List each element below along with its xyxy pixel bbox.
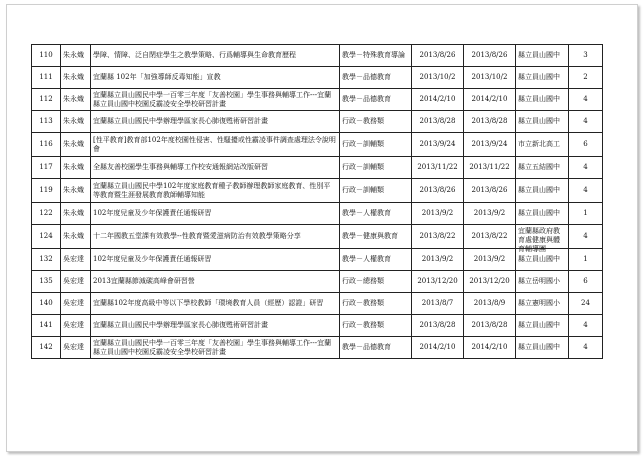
table-row (32, 337, 603, 359)
hours-cell (569, 203, 603, 225)
teacher-name-cell (61, 157, 91, 179)
teacher-name: 朱永熾 (63, 51, 84, 59)
course-title-cell (91, 249, 340, 271)
row-number-cell (32, 293, 61, 315)
course-title-cell (91, 337, 340, 359)
table-row (32, 111, 603, 133)
table-row (32, 45, 603, 67)
hours-cell (569, 271, 603, 293)
end-date: 2013/8/9 (473, 299, 506, 307)
table-row (32, 67, 603, 89)
row-number-cell (32, 225, 61, 249)
hours-cell (569, 249, 603, 271)
end-date: 2013/8/26 (471, 51, 508, 59)
start-date-cell (412, 89, 464, 111)
table-row (32, 157, 603, 179)
course-title: 學障、情障、泛自閉症學生之教學策略、行爲輔導與生命教育歷程 (93, 51, 296, 59)
organizer-cell (516, 271, 569, 293)
organizer: 縣立員山國中 (518, 255, 560, 263)
start-date: 2013/8/7 (421, 299, 454, 307)
course-title: 宜蘭縣102年度高級中等以下學校教師「環境教育人員（經歷）認證」研習 (93, 299, 324, 307)
teacher-name-cell (61, 225, 91, 249)
row-number: 116 (39, 140, 53, 148)
teacher-name: 朱永熾 (63, 232, 84, 240)
row-number: 140 (39, 299, 53, 307)
row-number: 124 (39, 232, 53, 240)
organizer-cell (516, 315, 569, 337)
table-row (32, 293, 603, 315)
hours: 6 (583, 277, 588, 285)
course-title: 宜蘭縣立員山國民中學一百零三年度「友善校園」學生事務與輔導工作---宜蘭縣立員山國中校園反霸凌安全學校研習計畫 (93, 90, 332, 108)
course-title-cell (91, 67, 340, 89)
end-date: 2013/9/2 (473, 255, 506, 263)
organizer-cell (516, 89, 569, 111)
hours-cell (569, 315, 603, 337)
start-date: 2014/2/10 (419, 95, 456, 103)
start-date-cell (412, 337, 464, 359)
hours: 24 (581, 299, 590, 307)
teacher-name: 朱永熾 (63, 140, 84, 148)
hours: 4 (583, 95, 588, 103)
organizer: 縣立員山國中 (518, 186, 560, 194)
start-date: 2013/9/24 (419, 140, 456, 148)
hours-cell (569, 157, 603, 179)
start-date: 2013/11/22 (417, 163, 458, 171)
teacher-name: 朱永熾 (63, 209, 84, 217)
course-category: 行政－教務類 (342, 321, 384, 329)
row-number-cell (32, 111, 61, 133)
course-category-cell (340, 133, 412, 157)
row-number-cell (32, 179, 61, 203)
teacher-name-cell (61, 67, 91, 89)
course-category: 教學－特殊教育導論 (342, 51, 405, 59)
teacher-name: 吳宏達 (63, 277, 84, 285)
start-date: 2013/8/26 (419, 51, 456, 59)
end-date: 2013/8/22 (471, 232, 508, 240)
end-date-cell (464, 133, 516, 157)
course-category: 行政－教務類 (342, 299, 384, 307)
teacher-name: 朱永熾 (63, 186, 84, 194)
start-date: 2013/10/2 (419, 73, 456, 81)
row-number: 132 (39, 255, 53, 263)
course-category: 行政－訓輔類 (342, 163, 384, 171)
row-number-cell (32, 89, 61, 111)
teacher-name: 吳宏達 (63, 299, 84, 307)
hours: 4 (583, 343, 588, 351)
end-date: 2013/9/24 (471, 140, 508, 148)
course-category-cell (340, 67, 412, 89)
start-date: 2013/9/2 (421, 209, 454, 217)
hours: 4 (583, 163, 588, 171)
table-row (32, 203, 603, 225)
organizer: 縣立員山國中 (518, 321, 560, 329)
course-title: 宜蘭縣立員山國民中學一百零三年度「友善校園」學生事務與輔導工作---宜蘭縣立員山國中校園反霸凌安全學校研習計畫 (93, 338, 332, 356)
row-number-cell (32, 67, 61, 89)
teacher-name-cell (61, 249, 91, 271)
hours: 4 (583, 232, 588, 240)
table-body (32, 45, 603, 359)
hours: 2 (583, 73, 588, 81)
row-number: 110 (39, 51, 53, 59)
start-date: 2013/8/28 (419, 321, 456, 329)
end-date-cell (464, 111, 516, 133)
course-title-cell (91, 315, 340, 337)
teacher-name: 朱永熾 (63, 117, 84, 125)
course-category-cell (340, 179, 412, 203)
end-date-cell (464, 179, 516, 203)
teacher-name: 吳宏達 (63, 321, 84, 329)
hours: 4 (583, 321, 588, 329)
course-title: 宜蘭縣立員山國民中學辦理學區家長心肺復甦術研習計畫 (93, 321, 268, 329)
end-date-cell (464, 45, 516, 67)
organizer: 縣立員山國中 (518, 51, 560, 59)
start-date: 2013/8/26 (419, 186, 456, 194)
end-date: 2013/8/28 (471, 321, 508, 329)
row-number: 117 (39, 163, 53, 171)
organizer: 縣立憲明國小 (518, 299, 560, 307)
teacher-name-cell (61, 203, 91, 225)
organizer: 市立新北高工 (518, 140, 560, 148)
table-row (32, 249, 603, 271)
course-category-cell (340, 225, 412, 249)
course-category-cell (340, 45, 412, 67)
organizer: 縣立員山國中 (518, 209, 560, 217)
course-category-cell (340, 203, 412, 225)
hours-cell (569, 45, 603, 67)
start-date-cell (412, 179, 464, 203)
hours: 4 (583, 117, 588, 125)
row-number: 141 (39, 321, 53, 329)
table-row (32, 315, 603, 337)
course-title-cell (91, 157, 340, 179)
end-date-cell (464, 89, 516, 111)
row-number-cell (32, 337, 61, 359)
course-category: 行政－訓輔類 (342, 186, 384, 194)
course-category: 教學－品德教育 (342, 343, 391, 351)
organizer: 縣立員山國中 (518, 343, 560, 351)
course-title: 宜蘭縣立員山國民中學102年度家庭教育種子教師辦理教師家庭教育、性別平等教育暨生涯發展教育教師輔導知能 (93, 181, 331, 199)
teacher-name: 朱永熾 (63, 73, 84, 81)
course-category: 教學－品德教育 (342, 95, 391, 103)
hours: 3 (583, 51, 588, 59)
course-title: 十二年國教五堂課有效教學--性教育暨愛滋病防治有效教學策略分享 (93, 232, 301, 240)
hours: 1 (583, 209, 588, 217)
table-row (32, 179, 603, 203)
teacher-name-cell (61, 89, 91, 111)
row-number: 113 (39, 117, 53, 125)
course-title: 102年度兒童及少年保護責任通報研習 (93, 209, 212, 217)
end-date: 2013/10/2 (471, 73, 508, 81)
organizer: 縣立員山國中 (518, 95, 560, 103)
hours-cell (569, 293, 603, 315)
course-category-cell (340, 111, 412, 133)
hours-cell (569, 337, 603, 359)
course-category-cell (340, 89, 412, 111)
table-row (32, 271, 603, 293)
organizer-cell (516, 179, 569, 203)
end-date-cell (464, 203, 516, 225)
start-date-cell (412, 249, 464, 271)
course-title-cell (91, 89, 340, 111)
end-date: 2013/12/20 (469, 277, 510, 285)
start-date: 2013/9/2 (421, 255, 454, 263)
course-title-cell (91, 271, 340, 293)
row-number-cell (32, 271, 61, 293)
start-date-cell (412, 225, 464, 249)
row-number-cell (32, 315, 61, 337)
end-date-cell (464, 249, 516, 271)
hours: 6 (583, 140, 588, 148)
start-date-cell (412, 133, 464, 157)
course-category: 行政－教務類 (342, 117, 384, 125)
start-date: 2013/8/22 (419, 232, 456, 240)
course-category-cell (340, 271, 412, 293)
course-title: [性平教育]教育部102年度校園性侵害、性騷擾或性霸凌事件調查處理法令說明會 (93, 135, 336, 153)
course-title-cell (91, 111, 340, 133)
row-number: 142 (39, 343, 53, 351)
organizer-cell (516, 337, 569, 359)
course-category: 教學－人權教育 (342, 255, 391, 263)
course-title: 全縣友善校園學生事務與輔導工作校安通報網站改版研習 (93, 163, 268, 171)
end-date: 2013/8/28 (471, 117, 508, 125)
hours-cell (569, 179, 603, 203)
start-date-cell (412, 67, 464, 89)
organizer: 縣立員山國中 (518, 73, 560, 81)
organizer-cell (516, 133, 569, 157)
organizer-cell (516, 225, 569, 253)
end-date: 2014/2/10 (471, 95, 508, 103)
teacher-name-cell (61, 179, 91, 203)
course-title-cell (91, 45, 340, 67)
start-date-cell (412, 315, 464, 337)
hours-cell (569, 89, 603, 111)
hours: 1 (583, 255, 588, 263)
start-date-cell (412, 293, 464, 315)
table-row (32, 133, 603, 157)
hours-cell (569, 225, 603, 249)
start-date: 2013/12/20 (417, 277, 458, 285)
hours-cell (569, 133, 603, 157)
row-number-cell (32, 157, 61, 179)
end-date: 2013/11/22 (469, 163, 510, 171)
course-category: 教學－人權教育 (342, 209, 391, 217)
row-number-cell (32, 249, 61, 271)
start-date-cell (412, 271, 464, 293)
organizer: 宜蘭縣政府教育處健康與體育輔導團 (518, 226, 560, 253)
organizer-cell (516, 157, 569, 179)
course-category: 教學－健康與教育 (342, 232, 398, 240)
start-date-cell (412, 157, 464, 179)
course-title-cell (91, 179, 340, 203)
teacher-name-cell (61, 271, 91, 293)
course-title: 宜蘭縣 102年「加強導師反毒知能」宣教 (93, 73, 221, 81)
course-category: 教學－品德教育 (342, 73, 391, 81)
course-category-cell (340, 315, 412, 337)
course-category-cell (340, 249, 412, 271)
table-row (32, 225, 603, 249)
organizer-cell (516, 67, 569, 89)
organizer-cell (516, 293, 569, 315)
organizer: 縣立員山國中 (518, 117, 560, 125)
teacher-name: 吳宏達 (63, 343, 84, 351)
course-title-cell (91, 293, 340, 315)
teacher-name-cell (61, 315, 91, 337)
end-date-cell (464, 225, 516, 249)
row-number-cell (32, 45, 61, 67)
course-title: 宜蘭縣立員山國民中學辦理學區家長心肺復甦術研習計畫 (93, 117, 268, 125)
end-date: 2013/8/26 (471, 186, 508, 194)
end-date-cell (464, 271, 516, 293)
course-category-cell (340, 157, 412, 179)
end-date-cell (464, 157, 516, 179)
row-number: 111 (39, 73, 53, 81)
row-number: 119 (39, 186, 53, 194)
organizer: 縣立岳明國小 (518, 277, 560, 285)
course-title-cell (91, 225, 340, 249)
course-category: 行政－訓輔類 (342, 140, 384, 148)
course-category-cell (340, 337, 412, 359)
row-number: 112 (39, 95, 53, 103)
start-date: 2014/2/10 (419, 343, 456, 351)
course-category-cell (340, 293, 412, 315)
start-date: 2013/8/28 (419, 117, 456, 125)
organizer-cell (516, 203, 569, 225)
training-record-table (31, 44, 603, 359)
end-date: 2014/2/10 (471, 343, 508, 351)
end-date: 2013/9/2 (473, 209, 506, 217)
organizer-cell (516, 45, 569, 67)
teacher-name: 吳宏達 (63, 255, 84, 263)
hours-cell (569, 67, 603, 89)
organizer: 縣立五結國中 (518, 163, 560, 171)
end-date-cell (464, 337, 516, 359)
start-date-cell (412, 45, 464, 67)
teacher-name-cell (61, 111, 91, 133)
table-row (32, 89, 603, 111)
row-number-cell (32, 133, 61, 157)
course-title: 2013宜蘭縣節減碳高峰會研習營 (93, 277, 195, 285)
course-title-cell (91, 133, 340, 157)
organizer-cell (516, 111, 569, 133)
end-date-cell (464, 293, 516, 315)
row-number: 122 (39, 209, 53, 217)
course-category: 行政－總務類 (342, 277, 384, 285)
teacher-name: 朱永熾 (63, 163, 84, 171)
course-title: 102年度兒童及少年保護責任通報研習 (93, 255, 212, 263)
hours-cell (569, 111, 603, 133)
teacher-name-cell (61, 337, 91, 359)
end-date-cell (464, 67, 516, 89)
start-date-cell (412, 111, 464, 133)
start-date-cell (412, 203, 464, 225)
hours: 4 (583, 186, 588, 194)
teacher-name-cell (61, 293, 91, 315)
teacher-name-cell (61, 133, 91, 157)
teacher-name: 朱永熾 (63, 95, 84, 103)
course-title-cell (91, 203, 340, 225)
row-number: 135 (39, 277, 53, 285)
row-number-cell (32, 203, 61, 225)
teacher-name-cell (61, 45, 91, 67)
end-date-cell (464, 315, 516, 337)
